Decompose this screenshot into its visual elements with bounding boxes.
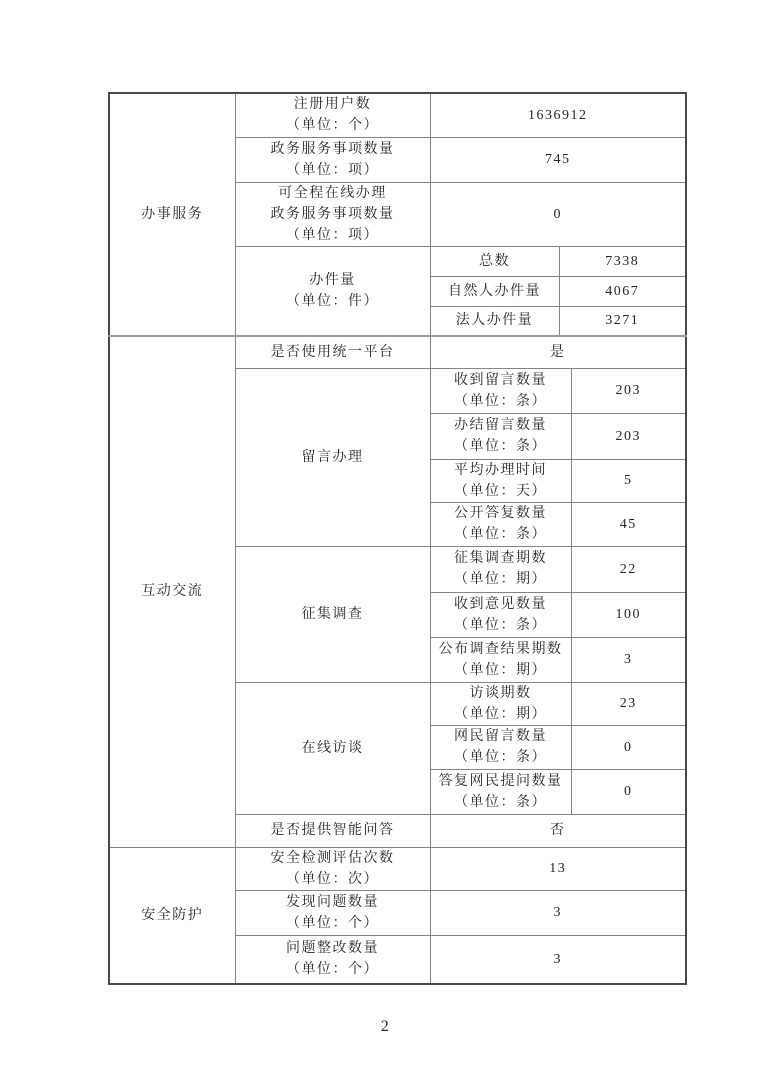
cell-service-items-value [430,137,686,182]
metric-value: 1636912 [528,107,588,123]
metric-value: 0 [553,206,562,222]
sub-metric-unit: （单位：条） [454,750,547,765]
cell-avg-handling-time-label [430,459,571,502]
sub-metric-label: 自然人办件量 [448,283,541,299]
cell-opinions-received-label [430,592,571,637]
cell-survey-label [235,546,430,682]
cell-netizen-messages-label [430,725,571,769]
sub-metric-value: 0 [624,739,633,755]
cell-survey-periods-label [430,546,571,592]
cell-netizen-replies-value [571,769,686,814]
sub-metric-value: 45 [619,516,637,532]
metric-unit: （单位：次） [286,871,379,887]
sub-metric-value: 3271 [605,313,640,329]
category-label-service: 办事服务 [141,207,204,222]
sub-metric-label: 征集调查期数 [454,551,547,566]
metric-unit: （单位：个） [286,962,379,978]
group-label: 留言办理 [301,449,364,465]
sub-metric-label: 收到留言数量 [454,372,547,388]
sub-metric-label: 总数 [479,253,510,269]
cell-interview-periods-label [430,682,571,725]
sub-metric-value: 3 [624,652,633,667]
cell-online-interview-label [235,682,430,814]
sub-metric-value: 100 [615,607,641,622]
cell-case-legal-value [559,306,686,336]
cell-problems-fixed-value [430,935,686,984]
metric-label: 是否使用统一平台 [270,344,395,360]
cell-case-legal-label [430,306,559,336]
sub-metric-label: 平均办理时间 [454,462,547,478]
metric-label: 发现问题数量 [286,894,379,910]
cell-problems-fixed-label [235,935,430,984]
group-label: 征集调查 [301,606,364,622]
metric-unit: （单位：个） [286,118,379,134]
group-label: 在线访谈 [301,740,364,756]
category-label-security: 安全防护 [141,907,204,923]
sub-metric-value: 0 [624,784,633,799]
cell-unified-platform-value [430,336,686,368]
cell-interview-periods-value [571,682,686,725]
sub-metric-label: 公开答复数量 [454,506,547,521]
metric-label: 可全程在线办理 [278,185,387,201]
metric-value: 13 [549,861,567,876]
category-cell-security [109,847,235,984]
cell-case-total-value [559,246,686,276]
cell-public-replies-label [430,502,571,546]
cell-service-items-label [235,137,430,182]
cell-opinions-received-value [571,592,686,637]
cell-security-checks-value [430,847,686,890]
metric-unit: （单位：件） [286,293,379,309]
cell-messages-received-label [430,368,571,413]
metric-label: 问题整改数量 [286,941,379,957]
cell-netizen-replies-label [430,769,571,814]
cell-security-checks-label [235,847,430,890]
sub-metric-unit: （单位：条） [454,527,547,542]
metric-value: 3 [553,951,562,967]
cell-full-online-items-label [235,182,430,246]
cell-public-replies-value [571,502,686,546]
sub-metric-label: 公布调查结果期数 [438,641,563,657]
sub-metric-label: 答复网民提问数量 [438,773,563,789]
sub-metric-unit: （单位：期） [454,662,547,678]
metric-label: 注册用户数 [293,97,372,113]
cell-netizen-messages-value [571,725,686,769]
cell-smart-qa-value [430,814,686,847]
metric-unit: （单位：个） [286,915,379,931]
metric-label: 办件量 [309,272,356,288]
sub-metric-label: 法人办件量 [455,313,534,329]
sub-metric-value: 4067 [605,283,640,299]
sub-metric-unit: （单位：条） [454,439,547,454]
metric-label: 安全检测评估次数 [270,850,395,866]
metric-label-line2: 政务服务事项数量 [270,206,395,222]
sub-metric-unit: （单位：天） [454,483,547,499]
cell-problems-found-label [235,890,430,935]
cell-messages-completed-label [430,413,571,459]
metric-unit: （单位：项） [286,227,379,243]
metric-label: 是否提供智能问答 [270,823,395,838]
sub-metric-value: 23 [619,696,637,711]
category-label-interaction: 互动交流 [141,584,204,600]
annual-report-table [108,92,687,985]
cell-messages-completed-value [571,413,686,459]
cell-registered-users-label [235,93,430,137]
metric-value: 否 [550,823,566,838]
sub-metric-value: 203 [615,383,641,398]
cell-problems-found-value [430,890,686,935]
sub-metric-unit: （单位：期） [454,706,547,722]
cell-case-total-label [430,246,559,276]
sub-metric-label: 收到意见数量 [454,596,547,612]
cell-smart-qa-label [235,814,430,847]
cell-case-volume-label [235,246,430,336]
cell-message-handling-label [235,368,430,546]
cell-unified-platform-label [235,336,430,368]
cell-case-natural-value [559,276,686,306]
sub-metric-label: 访谈期数 [469,685,532,701]
category-cell-interaction [109,336,235,847]
sub-metric-unit: （单位：条） [454,794,547,810]
sub-metric-label: 办结留言数量 [454,418,547,433]
cell-full-online-items-value [430,182,686,246]
cell-avg-handling-time-value [571,459,686,502]
sub-metric-value: 22 [619,561,637,577]
metric-unit: （单位：项） [286,162,379,178]
cell-survey-periods-value [571,546,686,592]
metric-value: 3 [553,905,562,920]
sub-metric-label: 网民留言数量 [454,729,547,744]
sub-metric-unit: （单位：条） [454,393,547,409]
category-cell-service [109,93,235,336]
sub-metric-value: 5 [624,473,633,488]
cell-results-published-value [571,637,686,682]
cell-results-published-label [430,637,571,682]
metric-label: 政务服务事项数量 [270,141,395,157]
metric-value: 是 [550,344,566,360]
sub-metric-unit: （单位：条） [454,617,547,633]
cell-messages-received-value [571,368,686,413]
metric-value: 745 [545,152,571,167]
sub-metric-value: 7338 [605,253,640,269]
page-number: 2 [380,1018,390,1035]
cell-registered-users-value [430,93,686,137]
sub-metric-value: 203 [615,428,641,444]
sub-metric-unit: （单位：期） [454,572,547,587]
cell-case-natural-label [430,276,559,306]
